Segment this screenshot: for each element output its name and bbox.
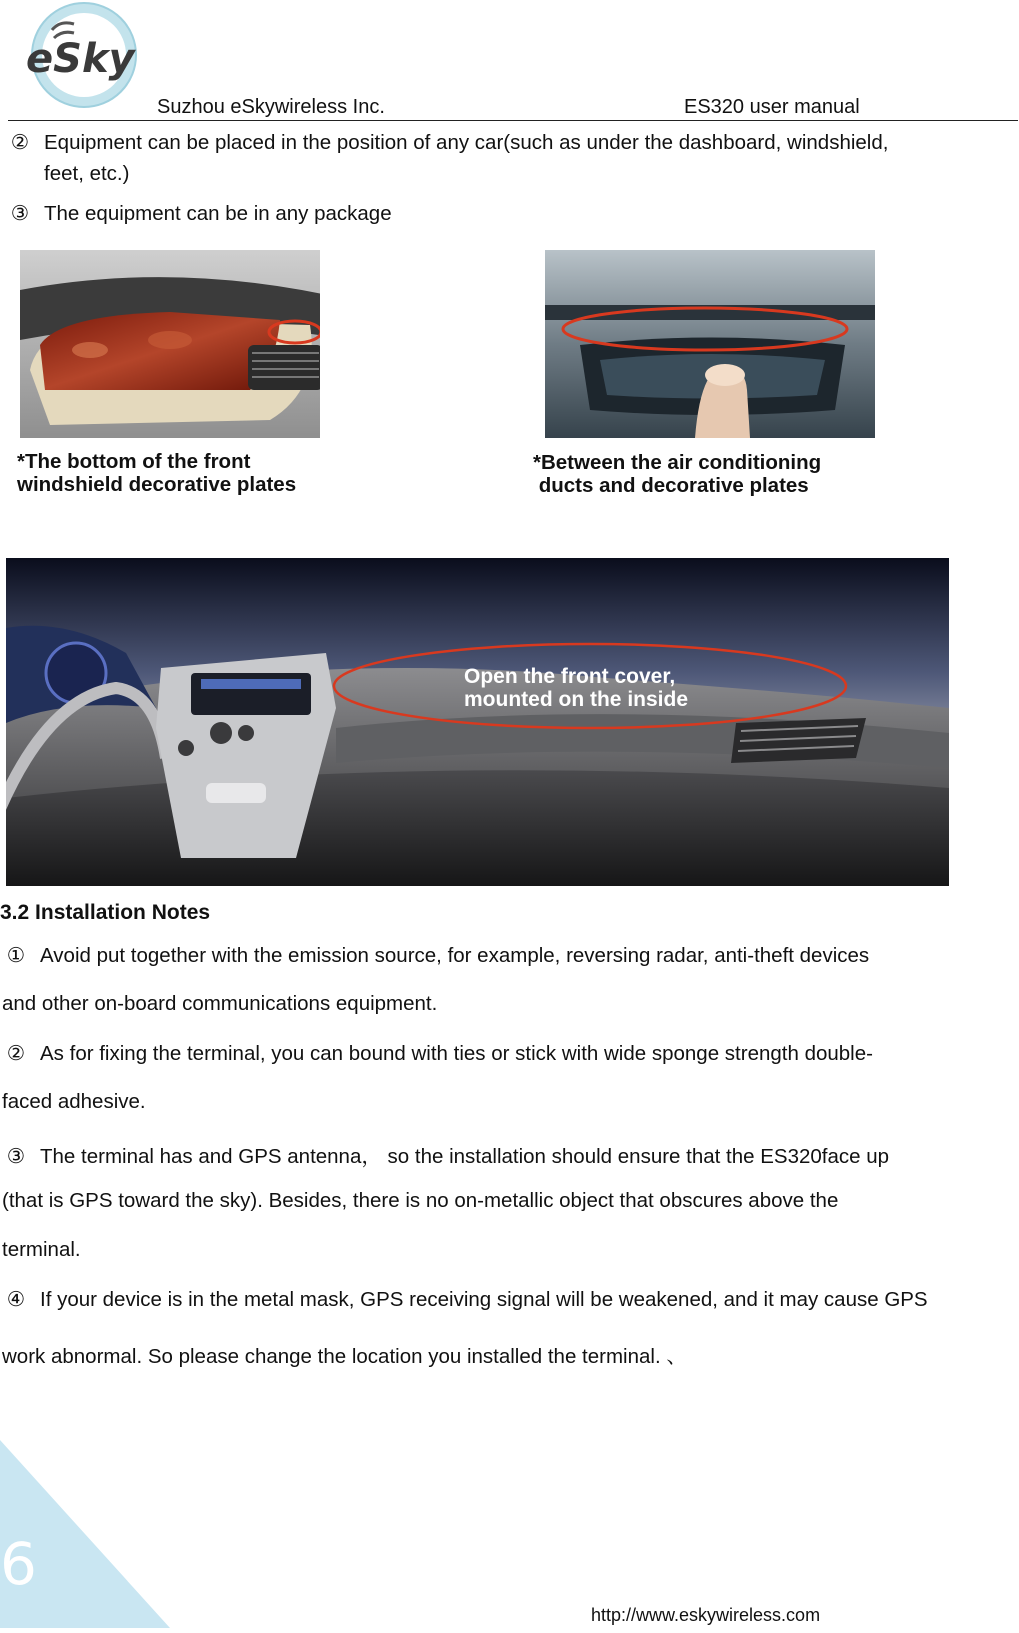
- page-number: 6: [0, 1530, 37, 1598]
- overlay-text-line: mounted on the inside: [464, 688, 688, 711]
- note-line: faced adhesive.: [2, 1090, 146, 1113]
- note-number: ③: [6, 1144, 26, 1168]
- note-line: terminal.: [2, 1238, 81, 1261]
- note-line: ④ If your device is in the metal mask, GPS receiving signal will be weakened, and it may cause GPS: [2, 1287, 928, 1312]
- esky-logo: [24, 0, 146, 108]
- header-company: Suzhou eSkywireless Inc.: [157, 96, 385, 118]
- photo-caption-line: ducts and decorative plates: [533, 474, 809, 497]
- list-item: [6, 198, 1006, 229]
- photo-caption-line: windshield decorative plates: [17, 473, 297, 496]
- photo-caption-line: *Between the air conditioning: [533, 451, 822, 474]
- photo-caption-line: *The bottom of the front: [17, 450, 251, 473]
- note-number: ④: [6, 1287, 26, 1311]
- item-text-line: feet, etc.): [44, 162, 130, 185]
- item-text-line: The equipment can be in any package: [44, 202, 392, 225]
- note-line: (that is GPS toward the sky). Besides, there is no on-metallic object that obscures above the: [2, 1189, 839, 1212]
- note-line: ② As for fixing the terminal, you can bound with ties or stick with wide sponge strength double-: [2, 1041, 873, 1066]
- item-number: ③: [10, 201, 30, 225]
- note-line: ③ The terminal has and GPS antenna， so the installation should ensure that the ES320face up: [2, 1139, 889, 1169]
- note-number: ①: [6, 943, 26, 967]
- list-item: [6, 127, 1006, 189]
- footer-url: http://www.eskywireless.com: [591, 1605, 821, 1625]
- photo-air-duct: [545, 250, 875, 438]
- photo-dashboard-front-cover: [6, 558, 949, 886]
- note-line: work abnormal. So please change the location you installed the terminal. 、: [2, 1345, 687, 1368]
- logo-text: eSky: [26, 36, 135, 82]
- section-title: 3.2 Installation Notes: [0, 901, 211, 924]
- note-number: ②: [6, 1041, 26, 1065]
- header-manual-title: ES320 user manual: [684, 96, 860, 118]
- header-divider: [8, 120, 1018, 121]
- photo-dashboard-wood-trim: [20, 250, 350, 438]
- item-number: ②: [10, 130, 30, 154]
- note-line: and other on-board communications equipment.: [2, 992, 438, 1015]
- item-text-line: Equipment can be placed in the position of any car(such as under the dashboard, windshield,: [44, 131, 889, 154]
- overlay-text-line: Open the front cover,: [464, 665, 676, 688]
- note-line: ① Avoid put together with the emission source, for example, reversing radar, anti-theft devices: [2, 943, 869, 968]
